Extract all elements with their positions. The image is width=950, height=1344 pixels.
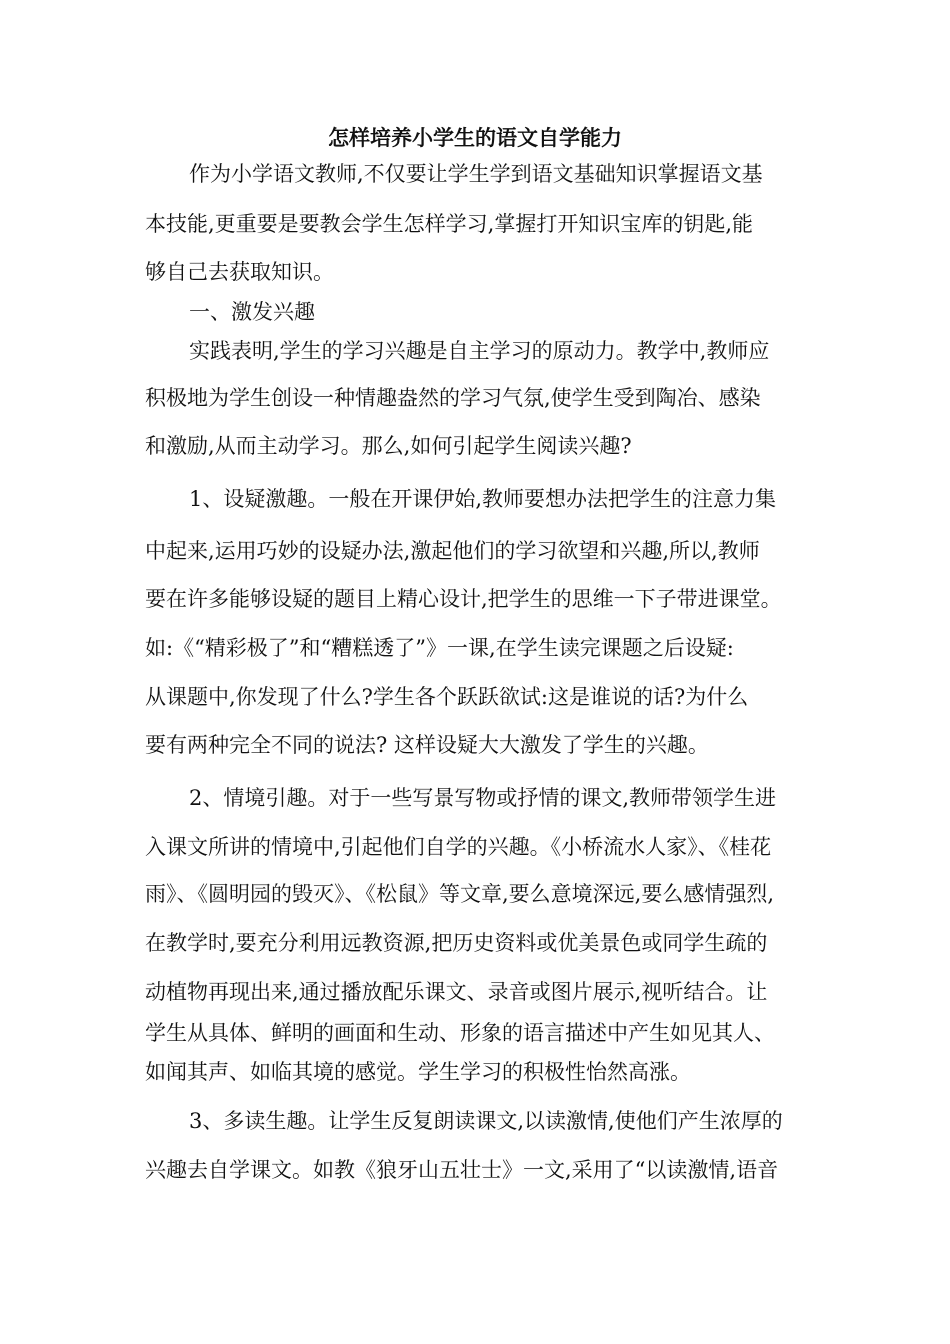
paragraph-line: 作为小学语文教师,不仅要让学生学到语文基础知识掌握语文基 — [189, 162, 763, 186]
paragraph-line: 兴趣去自学课文。如教《狼牙山五壮士》一文,采用了“以读激情,语音 — [145, 1158, 779, 1182]
paragraph-line: 在教学时,要充分利用远教资源,把历史资料或优美景色或同学生疏的 — [145, 931, 768, 955]
paragraph-line: 1、设疑激趣。一般在开课伊始,教师要想办法把学生的注意力集 — [189, 487, 777, 511]
document-title: 怎样培养小学生的语文自学能力 — [328, 125, 622, 150]
paragraph-line: 入课文所讲的情境中,引起他们自学的兴趣。《小桥流水人家》、《桂花 — [145, 835, 772, 859]
paragraph-line: 学生从具体、鲜明的画面和生动、形象的语言描述中产生如见其人、 — [145, 1021, 775, 1045]
paragraph-line: 2、情境引趣。对于一些写景写物或抒情的课文,教师带领学生进 — [189, 786, 777, 810]
paragraph-line: 够自己去获取知识。 — [145, 260, 334, 284]
paragraph-line: 积极地为学生创设一种情趣盎然的学习气氛,使学生受到陶冶、感染 — [145, 386, 761, 410]
paragraph-line: 中起来,运用巧妙的设疑办法,激起他们的学习欲望和兴趣,所以,教师 — [145, 539, 760, 563]
paragraph-line: 本技能,更重要是要教会学生怎样学习,掌握打开知识宝库的钥匙,能 — [145, 212, 754, 236]
paragraph-line: 实践表明,学生的学习兴趣是自主学习的原动力。教学中,教师应 — [189, 339, 770, 363]
paragraph-line: 要有两种完全不同的说法? 这样设疑大大激发了学生的兴趣。 — [145, 733, 709, 757]
paragraph-line: 动植物再现出来,通过播放配乐课文、录音或图片展示,视听结合。让 — [145, 980, 768, 1004]
paragraph-line: 如:《“精彩极了”和“糟糕透了”》一课,在学生读完课题之后设疑: — [145, 636, 734, 660]
paragraph-line: 3、多读生趣。让学生反复朗读课文,以读激情,使他们产生浓厚的 — [189, 1109, 783, 1133]
paragraph-line: 从课题中,你发现了什么?学生各个跃跃欲试:这是谁说的话?为什么 — [145, 685, 749, 709]
paragraph-line: 雨》、《圆明园的毁灭》、《松鼠》等文章,要么意境深远,要么感情强烈, — [145, 882, 775, 906]
paragraph-line: 要在许多能够设疑的题目上精心设计,把学生的思维一下子带进课堂。 — [145, 587, 782, 611]
paragraph-line: 如闻其声、如临其境的感觉。学生学习的积极性怡然高涨。 — [145, 1060, 691, 1084]
section-heading: 一、激发兴趣 — [189, 300, 315, 324]
paragraph-line: 和激励,从而主动学习。那么,如何引起学生阅读兴趣? — [145, 434, 632, 458]
